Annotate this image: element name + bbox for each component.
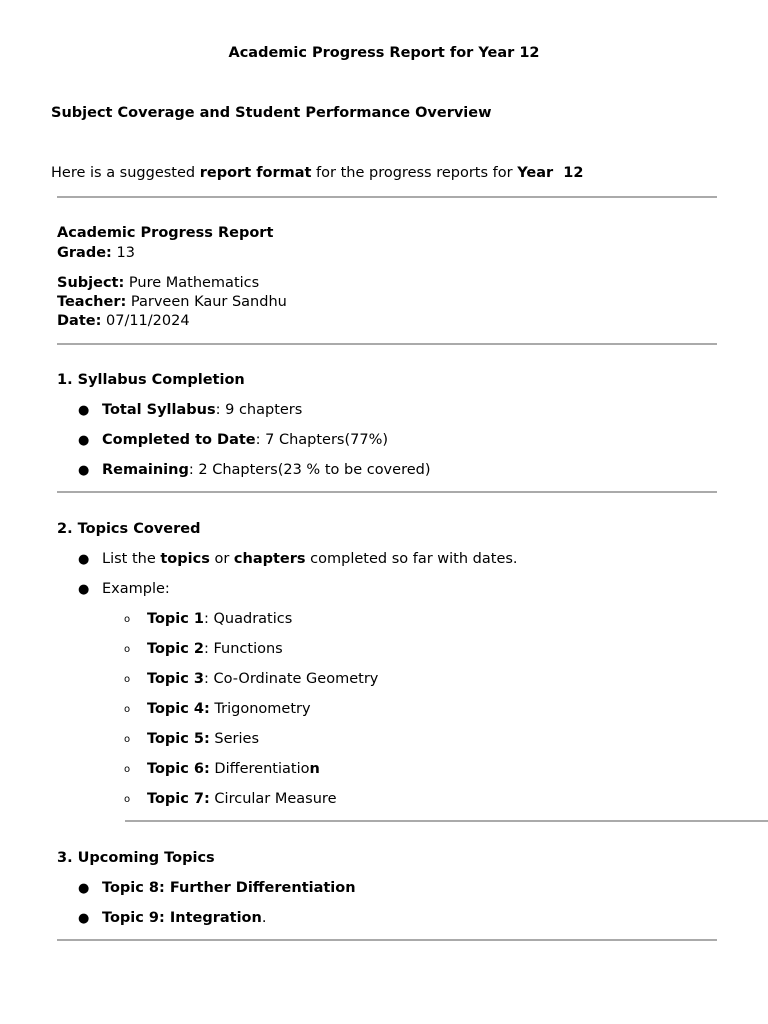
topic-item <box>124 671 378 687</box>
circle-bullet-icon: o <box>124 644 131 655</box>
date-value: 07/11/2024 <box>101 313 190 329</box>
syllabus-heading: 1. Syllabus Completion <box>57 372 245 388</box>
bullet-icon: ● <box>78 433 90 448</box>
item-label: Completed to Date <box>102 432 256 448</box>
intro-middle: for the progress reports for <box>311 165 518 181</box>
example-label: Example: <box>102 581 170 597</box>
list-item <box>78 910 266 926</box>
list-item <box>78 462 431 478</box>
topic-label: Topic 5: <box>147 731 210 747</box>
topics-heading: 2. Topics Covered <box>57 521 201 537</box>
item-label: Remaining <box>102 462 189 478</box>
bullet-icon: ● <box>78 911 90 926</box>
topic-value: Series <box>209 731 260 747</box>
circle-bullet-icon: o <box>124 674 131 685</box>
bullet-icon: ● <box>78 403 90 418</box>
item-value: : 7 Chapters(77%) <box>255 432 389 448</box>
topic-label: Topic 3 <box>147 671 205 687</box>
list-text: or <box>209 551 234 567</box>
topic-item <box>124 611 292 627</box>
topic-item <box>124 761 320 777</box>
item-label: Topic 8: Further Differentiation <box>102 880 356 896</box>
topic-value: Circular Measure <box>209 791 337 807</box>
page-title: Academic Progress Report for Year 12 <box>228 45 540 61</box>
intro-bold-report-format: report format <box>199 165 312 181</box>
topic-item <box>124 641 283 657</box>
bullet-icon: ● <box>78 582 90 597</box>
grade-label: Grade: <box>57 245 112 261</box>
intro-prefix: Here is a suggested <box>51 165 200 181</box>
teacher-value: Parveen Kaur Sandhu <box>126 294 287 310</box>
list-item <box>78 402 302 418</box>
list-item <box>78 880 356 896</box>
topic-value: Trigonometry <box>209 701 311 717</box>
page-subtitle: Subject Coverage and Student Performance Overview <box>51 105 492 121</box>
subject-line <box>57 275 259 291</box>
list-item <box>78 581 170 597</box>
circle-bullet-icon: o <box>124 704 131 715</box>
list-item <box>78 432 388 448</box>
subject-label: Subject: <box>57 275 125 291</box>
topic-value: : Functions <box>204 641 283 657</box>
topic-item <box>124 731 259 747</box>
divider-1 <box>57 196 717 198</box>
item-value: . <box>261 910 267 926</box>
item-label: Topic 9: Integration <box>102 910 262 926</box>
topic-item <box>124 701 311 717</box>
teacher-label: Teacher: <box>57 294 127 310</box>
bullet-icon: ● <box>78 881 90 896</box>
report-heading: Academic Progress Report <box>57 225 274 241</box>
topic-label: Topic 2 <box>147 641 205 657</box>
topic-value: Differentiatio <box>209 761 310 777</box>
intro-paragraph <box>51 165 583 181</box>
topic-value: : Co-Ordinate Geometry <box>204 671 379 687</box>
topic-label: Topic 6: <box>147 761 210 777</box>
teacher-line <box>57 294 287 310</box>
circle-bullet-icon: o <box>124 734 131 745</box>
upcoming-heading: 3. Upcoming Topics <box>57 850 215 866</box>
topic-label: Topic 1 <box>147 611 205 627</box>
item-value: : 9 chapters <box>215 402 303 418</box>
list-item <box>78 551 518 567</box>
list-bold-chapters: chapters <box>233 551 306 567</box>
divider-2 <box>57 343 717 345</box>
date-line <box>57 313 190 329</box>
list-bold-topics: topics <box>160 551 210 567</box>
bullet-icon: ● <box>78 552 90 567</box>
circle-bullet-icon: o <box>124 794 131 805</box>
topic-label: Topic 4: <box>147 701 210 717</box>
circle-bullet-icon: o <box>124 614 131 625</box>
subject-value: Pure Mathematics <box>124 275 260 291</box>
topic-value: : Quadratics <box>204 611 293 627</box>
divider-5 <box>57 939 717 941</box>
grade-line <box>57 245 135 261</box>
divider-3 <box>57 491 717 493</box>
topic-label: Topic 7: <box>147 791 210 807</box>
list-text: List the <box>102 551 161 567</box>
date-label: Date: <box>57 313 102 329</box>
list-text: completed so far with dates. <box>305 551 518 567</box>
circle-bullet-icon: o <box>124 764 131 775</box>
grade-value: 13 <box>111 245 135 261</box>
topic-item <box>124 791 337 807</box>
item-value: : 2 Chapters(23 % to be covered) <box>188 462 431 478</box>
item-label: Total Syllabus <box>102 402 216 418</box>
divider-4 <box>125 820 768 822</box>
topic-value-bold-tail: n <box>309 761 320 777</box>
bullet-icon: ● <box>78 463 90 478</box>
intro-bold-year: Year 12 <box>517 165 584 181</box>
